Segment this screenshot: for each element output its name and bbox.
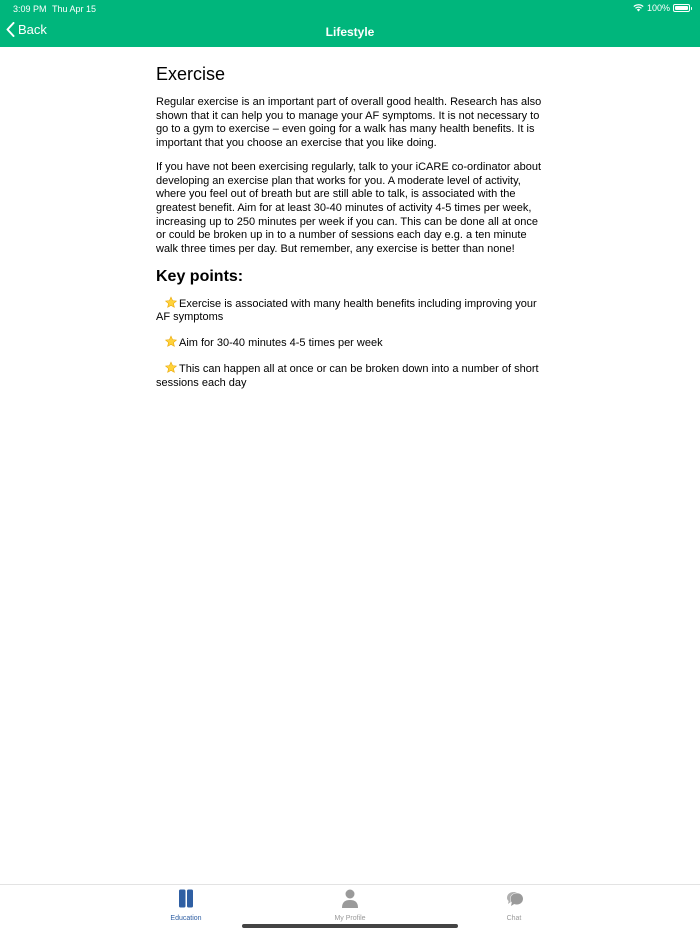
article-title: Exercise: [156, 64, 226, 84]
header: [0, 0, 700, 47]
key-point: [156, 361, 548, 390]
wifi-icon: [633, 4, 644, 12]
tab-label: My Profile: [334, 915, 366, 922]
tab-chat[interactable]: [464, 889, 564, 922]
tab-my-profile[interactable]: [300, 889, 400, 922]
battery-icon: [673, 4, 690, 12]
battery-percent: 100%: [646, 3, 670, 13]
chat-bubbles-icon: [505, 889, 524, 908]
key-points-title: Key points:: [156, 267, 244, 285]
key-point: [156, 296, 548, 325]
tab-bar: [0, 884, 700, 934]
star-icon: [164, 335, 178, 348]
status-indicators: [633, 3, 690, 13]
tab-label: Education: [170, 915, 202, 922]
paragraph: If you have not been exercising regularly, talk to your iCARE co-ordinator about developing an exercise plan that works for you. A moderate level of activity, where you feel out of breath but are still able to talk, is associated with the greatest benefit. Aim for at least 30-40 minutes of activity 4-5 times per week, increasing up to 250 minutes per week if you can. This can be done all at once or could be broken up in to a number of sessions each day e.g. a ten minute walk three times per day. But remember, any exercise is better than none!: [156, 160, 541, 256]
home-indicator[interactable]: [242, 924, 458, 928]
tab-education[interactable]: [136, 889, 236, 922]
tab-label: Chat: [506, 915, 522, 922]
key-point-text: Exercise is associated with many health benefits including improving your AF symptoms: [156, 297, 537, 324]
status-date: Thu Apr 15: [52, 4, 97, 14]
back-label: Back: [18, 22, 47, 37]
key-point-text: Aim for 30-40 minutes 4-5 times per week: [179, 337, 383, 350]
paragraph: Regular exercise is an important part of overall good health. Research has also shown that it can help you to manage your AF symptoms. It is not necessary to go to a gym to exercise – even going for a walk has many health benefits. It is important that you choose an exercise that you like doing.: [156, 96, 542, 150]
nav-bar: [0, 17, 700, 47]
status-bar: [0, 0, 700, 17]
status-time: 3:09 PM: [13, 4, 47, 14]
key-point-text: This can happen all at once or can be broken down into a number of short sessions each day: [156, 362, 539, 389]
book-icon: [178, 889, 194, 908]
star-icon: [164, 296, 178, 309]
person-icon: [341, 889, 359, 908]
star-icon: [164, 361, 178, 374]
page-title: Lifestyle: [325, 25, 375, 39]
article: [156, 64, 548, 400]
key-point: [156, 335, 548, 351]
